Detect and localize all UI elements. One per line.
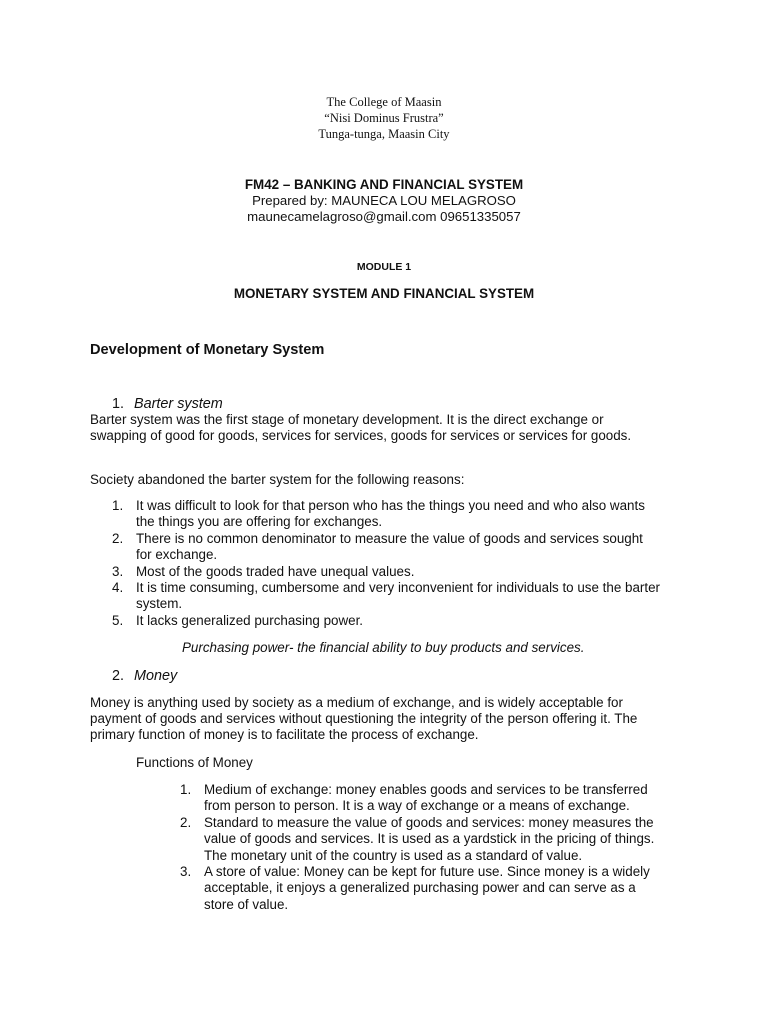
section-title: Development of Monetary System [90,342,325,358]
list-item: 2. There is no common denominator to measure the value of goods and services sought for exchange. [112,530,643,563]
reasons-list [112,498,702,629]
money-paragraph-line3: primary function of money is to facilitate the process of exchange. [90,727,479,742]
money-heading-number: 2. [112,668,125,684]
list-item: 3. Most of the goods traded have unequal values. [112,563,415,579]
money-heading [112,667,177,685]
barter-heading-number: 1. [112,396,125,412]
purchasing-power-definition: Purchasing power- the financial ability to buy products and services. [182,640,585,655]
list-item: 2. Standard to measure the value of goods and services: money measures the value of goods and services. It is used as a yardstick in the pricing of things. The monetary unit of the country is used as a standard of value. [180,814,655,863]
barter-paragraph-line2: swapping of good for goods, services for services, goods for services or services for goods. [90,428,632,443]
barter-heading-text: Barter system [134,396,223,412]
list-item: 4. It is time consuming, cumbersome and very inconvenient for individuals to use the barter system. [112,580,660,612]
functions-heading: Functions of Money [136,755,253,770]
list-item: 1. Medium of exchange: money enables goods and services to be transferred from person to person. It is a way of exchange or a means of exchange. [180,782,648,814]
list-item: 1. It was difficult to look for that person who has the things you need and who also wants the things you are offering for exchanges. [112,498,645,530]
money-paragraph-line1: Money is anything used by society as a medium of exchange, and is widely acceptable for [90,695,623,710]
list-item: 5. It lacks generalized purchasing power. [112,612,364,628]
reasons-intro: Society abandoned the barter system for the following reasons: [90,472,465,487]
barter-paragraph-line1: Barter system was the first stage of monetary development. It is the direct exchange or [90,412,604,427]
module-label: MODULE 1 [356,261,412,273]
list-item: 3. A store of value: Money can be kept for future use. Since money is a widely acceptable, it enjoys a generalized purchasing power and can serve as a store of value. [180,864,650,912]
functions-list [180,782,680,913]
course-title: FM42 – BANKING AND FINANCIAL SYSTEM [244,177,524,192]
prepared-by: Prepared by: MAUNECA LOU MELAGROSO [252,193,516,208]
money-heading-text: Money [134,668,178,684]
contact-info: maunecamelagroso@gmail.com 09651335057 [247,209,521,224]
module-title: MONETARY SYSTEM AND FINANCIAL SYSTEM [233,286,535,301]
college-motto: “Nisi Dominus Frustra” [324,111,444,125]
money-paragraph-line2: payment of goods and services without questioning the integrity of the person offering it. The [90,711,638,726]
college-address: Tunga-tunga, Maasin City [318,127,450,141]
barter-heading [112,395,223,413]
college-name: The College of Maasin [326,95,442,109]
